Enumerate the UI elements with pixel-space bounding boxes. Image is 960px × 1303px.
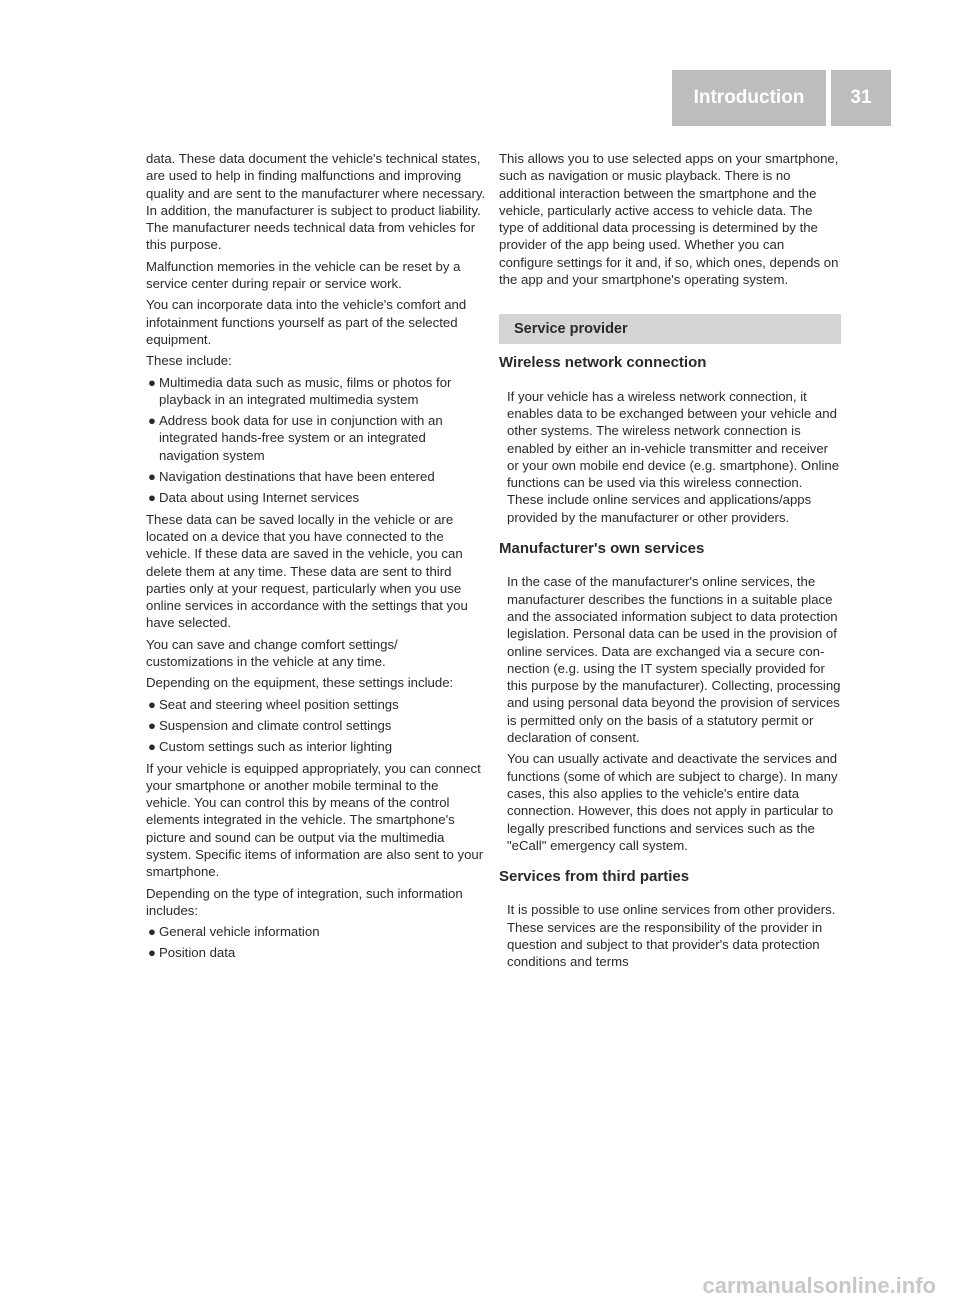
paragraph: If your vehicle has a wireless network connection, it enables data to be exchanged between your vehicle and other systems. The wireless network connection is enabled by either an in-vehicle transmitter and receiver or your own mobile end device (e.g. smartphone). Online functions can be used via this wireless connection. These include online services and applications/apps provided by the manufacturer or other providers. (507, 388, 840, 525)
bullet-list (146, 923, 486, 962)
subheading: Services from third parties (499, 868, 690, 886)
bullet-icon: ● (148, 945, 156, 961)
paragraph: These include: (146, 353, 232, 369)
section-heading: Service provider (499, 314, 841, 344)
bullet-icon: ● (148, 469, 156, 485)
bullet-icon: ● (148, 717, 156, 733)
bullet-icon: ● (148, 696, 156, 712)
list-item: ● Custom settings such as interior lighting (148, 739, 393, 755)
paragraph: data. These data document the vehicle's technical states, are used to help in finding malfunctions and improving quality and are sent to the manufacturer where necessary. In addition, the manufacturer is subject to product liability. The manufacturer needs technical data from vehicles for this purpose. (146, 151, 486, 253)
list-item: ● Position data (148, 945, 236, 961)
list-item: ● General vehicle information (148, 924, 320, 940)
chapter-title: Introduction (672, 70, 826, 126)
paragraph: This allows you to use selected apps on your smartphone, such as navigation or music playback. There is no additional interaction between the smartphone and the vehicle, particularly active access to vehicle data. The type of additional data processing is determined by the provider of the app being used. Whether you can configure settings for it and, if so, which ones, depends on the app and your smartphone's operating system. (499, 151, 839, 288)
paragraph: Depending on the equipment, these settings include: (146, 675, 454, 691)
bullet-icon: ● (148, 413, 156, 429)
list-item: ● Data about using Internet services (148, 490, 360, 506)
paragraph: You can usually activate and deactivate the services and functions (some of which are subject to charge). In many cases, this also applies to the vehicle's entire data connection. However, this does not apply in particular to legally prescribed functions and services such as the "eCall" emergency call system. (507, 751, 838, 853)
paragraph: These data can be saved locally in the vehicle or are located on a device that you have connected to the vehicle. If these data are saved in the vehicle, you can delete them at any time. These data are sent to third parties only at your request, particularly when you use online services in accordance with the settings that you have selected. (146, 511, 468, 631)
bullet-icon: ● (148, 490, 156, 506)
watermark: carmanualsonline.info (702, 1273, 936, 1298)
paragraph: You can save and change comfort settings/ customizations in the vehicle at any time. (146, 636, 398, 670)
right-column (499, 150, 841, 975)
page-header (0, 70, 960, 126)
list-item: ● Multimedia data such as music, films or photos for playback in an integrated multimedia system (148, 374, 452, 407)
bullet-list (146, 374, 486, 507)
subheading: Manufacturer's own services (499, 540, 705, 558)
bullet-icon: ● (148, 374, 156, 390)
bullet-icon: ● (148, 924, 156, 940)
left-column (146, 150, 486, 966)
subheading: Wireless network connection (499, 354, 707, 372)
paragraph: In the case of the manufacturer's online services, the manufacturer describes the functions in a suitable place and the associated information subject to data protection legislation. Personal data can be used in the provision of online services. Data are exchanged via a secure connection (e.g. using the IT system specially provided for this purpose by the manufacturer). Collecting, processing and using personal data beyond the provision of services is permitted only on the basis of a statutory permit or declaration of consent. (507, 574, 841, 746)
bullet-icon: ● (148, 739, 156, 755)
list-item: ● Navigation destinations that have been entered (148, 469, 435, 485)
list-item: ● Seat and steering wheel position settings (148, 696, 399, 712)
list-item: ● Address book data for use in conjunction with an integrated hands-free system or an integrated navigation system (148, 413, 443, 463)
list-item: ● Suspension and climate control settings (148, 717, 392, 733)
paragraph: Malfunction memories in the vehicle can be reset by a service center during repair or service work. (146, 258, 461, 292)
paragraph: Depending on the type of integration, such information includes: (146, 885, 463, 918)
bullet-list (146, 696, 486, 756)
page-number: 31 (831, 70, 891, 126)
paragraph: It is possible to use online services from other providers. These services are the responsibility of the provider in question and subject to that provider's data protection conditions and terms (507, 902, 836, 970)
paragraph: You can incorporate data into the vehicle's comfort and infotainment functions yourself as part of the selected equipment. (146, 297, 467, 347)
paragraph: If your vehicle is equipped appropriately, you can connect your smartphone or another mobile terminal to the vehicle. You can control this by means of the control elements integrated in the vehicle. The smartphone's picture and sound can be output via the multimedia system. Specific items of information are also sent to your smartphone. (146, 760, 484, 880)
